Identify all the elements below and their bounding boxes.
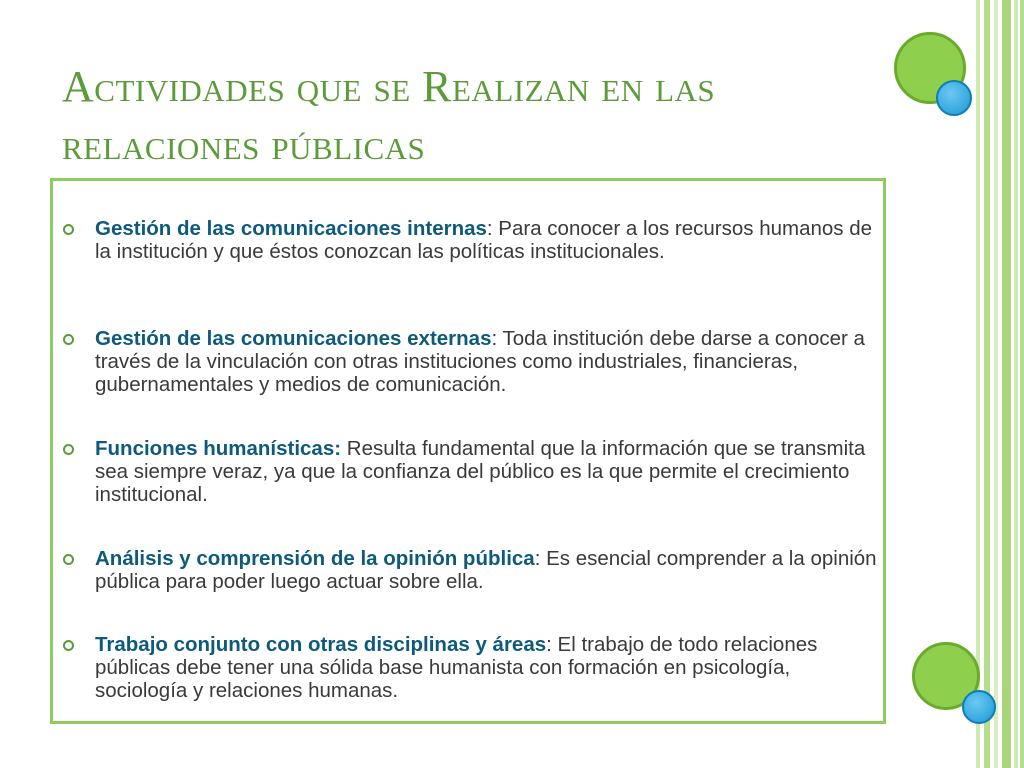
bullet-description: El trabajo de todo relaciones públicas debe tener una sólida base humanista con formación en psicología, sociología y relaciones humanas. [95,633,818,702]
bullet-icon [63,554,74,565]
bullet-description: Para conocer a los recursos humanos de la institución y que éstos conozcan las políticas institucionales. [95,217,873,263]
bullet-text [95,217,880,263]
bullet-description: Toda institución debe darse a conocer a través de la vinculación con otras instituciones como industriales, financieras, gubernamentales y medios de comunicación. [95,327,865,396]
bullet-text [95,547,880,593]
blue-circle-decoration-bottom [962,690,996,724]
bullet-description: Es esencial comprender a la opinión pública para poder luego actuar sobre ella. [95,547,877,593]
bullet-term: Gestión de las comunicaciones externas [95,327,492,350]
bullet-text [95,633,880,702]
slide-title: Actividades que se Realizan en las relaciones públicas [62,62,716,169]
bullet-term: Funciones humanísticas: [95,437,342,460]
bullet-separator: : [491,327,498,350]
content-box [50,178,886,724]
bullet-description: Resulta fundamental que la información que se transmita sea siempre veraz, ya que la confianza del público es la que permite el crecimiento institucional. [95,437,866,506]
bullet-icon [63,640,74,651]
bullet-separator: : [486,217,493,240]
bullet-separator: : [534,547,541,570]
bullet-term: Gestión de las comunicaciones internas [95,217,487,240]
bullet-text [95,437,880,506]
bullet-text [95,327,880,396]
bullet-term: Análisis y comprensión de la opinión pública [95,547,535,570]
bullet-icon [63,334,74,345]
bullet-separator: : [546,633,552,656]
bullet-icon [63,444,74,455]
blue-circle-decoration-top [936,80,972,116]
bullet-term: Trabajo conjunto con otras disciplinas y áreas [95,633,547,656]
right-edge-stripes [976,0,1024,768]
bullet-icon [63,224,74,235]
